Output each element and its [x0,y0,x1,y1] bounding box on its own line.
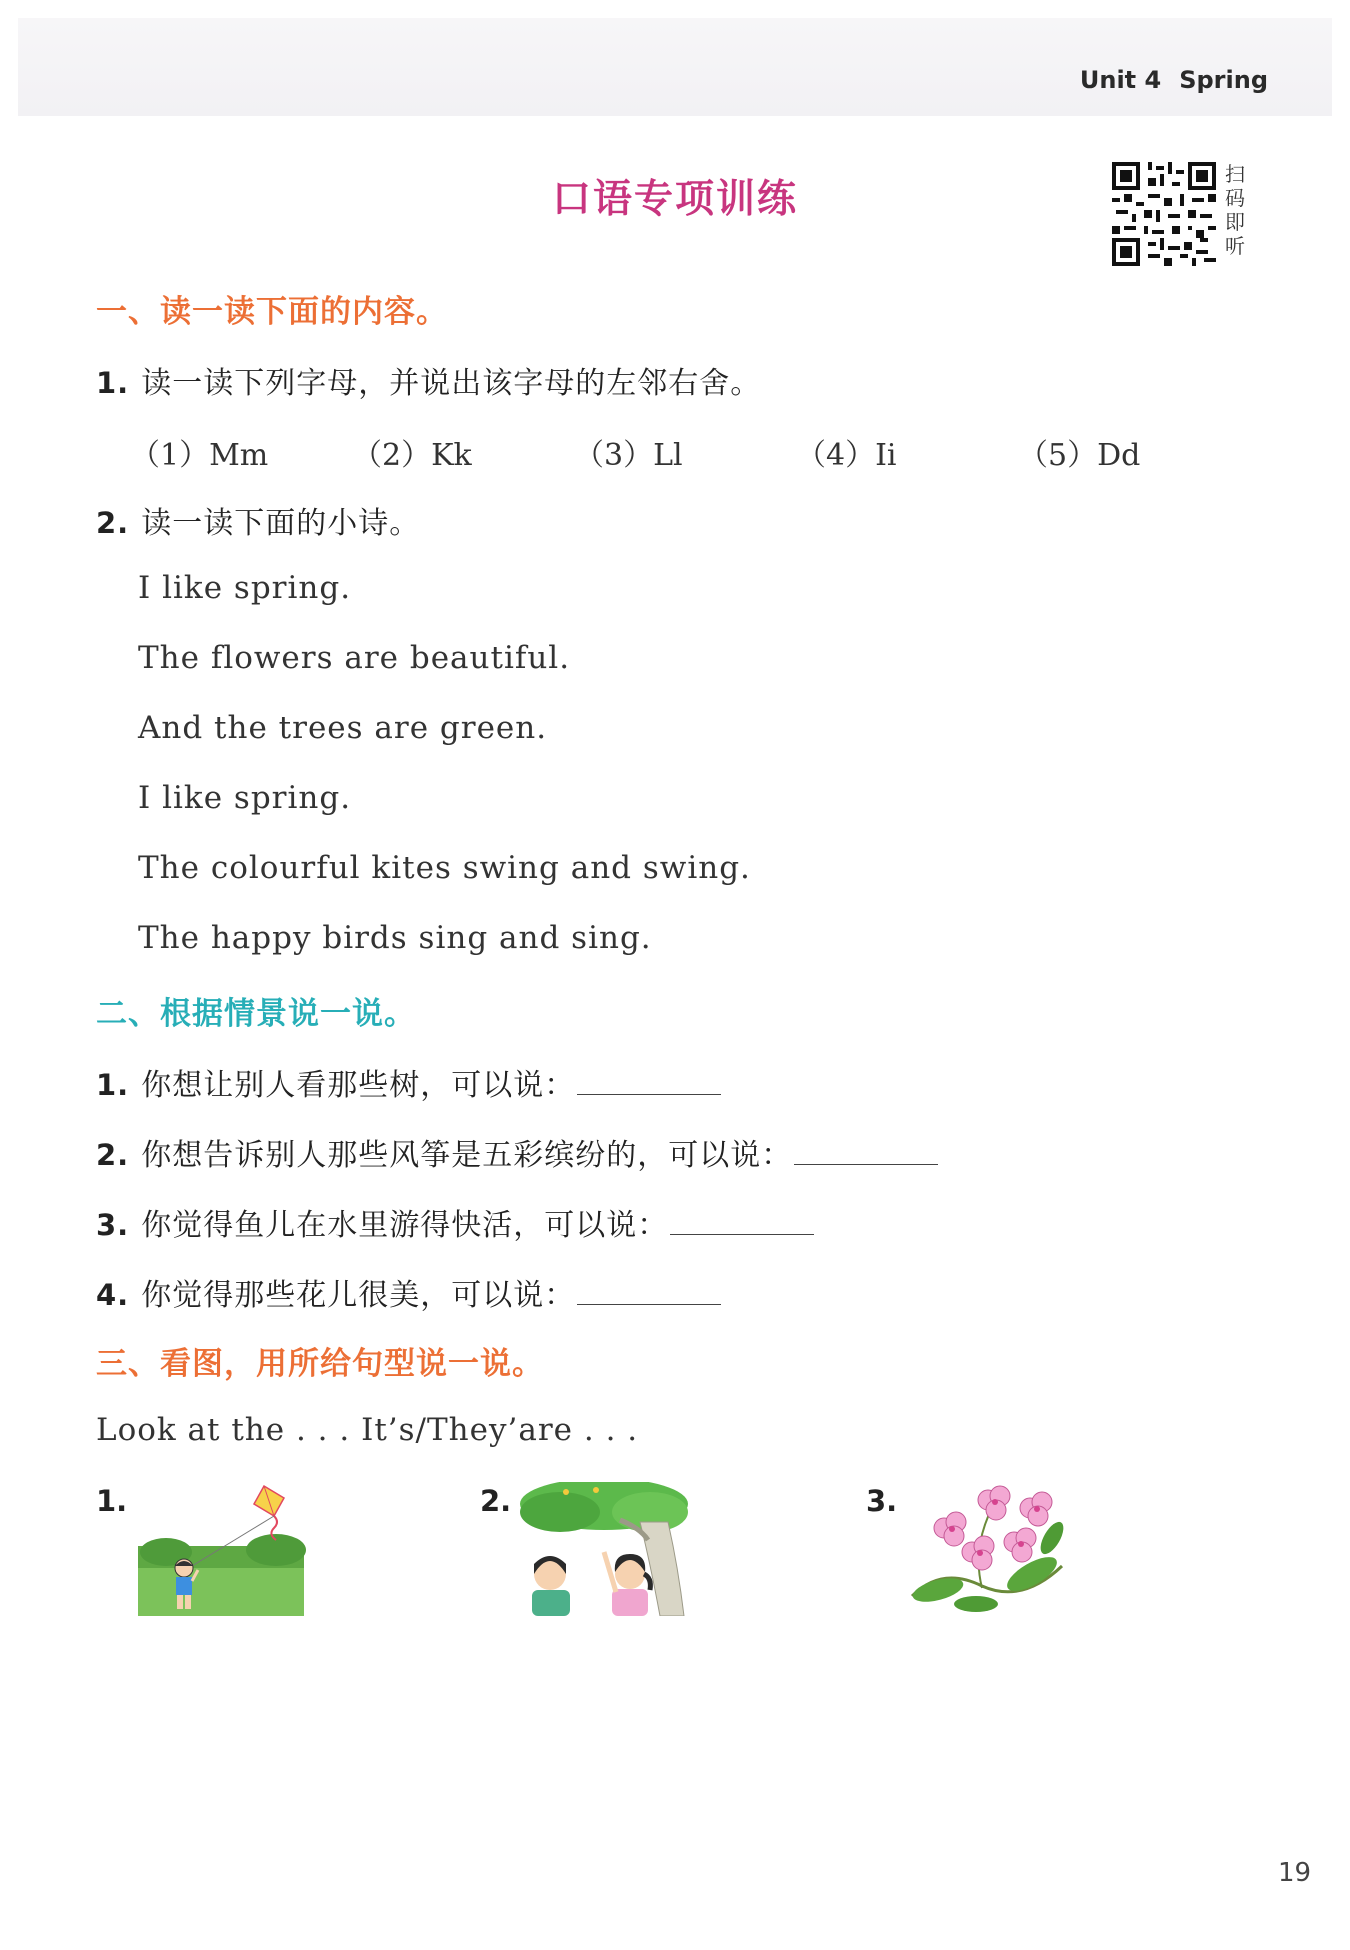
answer-blank[interactable] [577,1093,721,1095]
question-1 [96,358,761,402]
question-text: 读一读下面的小诗。 [141,506,421,541]
item-text: 你觉得鱼儿在水里游得快活，可以说： [141,1208,669,1243]
question-text: 读一读下列字母，并说出该字母的左邻右舍。 [141,366,762,401]
picture-number: 1. [96,1484,128,1518]
answer-blank[interactable] [670,1233,814,1235]
qr-code-icon[interactable] [1112,162,1216,266]
qr-caption-char: 听 [1225,234,1245,258]
poem-line: The colourful kites swing and swing. [138,850,751,886]
page-title: 口语专项训练 [551,177,798,222]
letter-option: （4）Ii [796,438,897,473]
situation-item [96,1060,721,1104]
unit-label: Unit 4 [1079,66,1162,94]
picture-number: 3. [866,1484,898,1518]
poem-line: I like spring. [138,570,352,606]
item-number: 3. [96,1208,130,1242]
girls-under-tree-illustration [520,1482,688,1616]
section1-heading: 一、读一读下面的内容。 [96,294,448,330]
picture-number: 2. [480,1484,512,1518]
qr-caption [1222,162,1248,258]
situation-item [96,1270,721,1314]
poem-line: I like spring. [138,780,352,816]
answer-blank[interactable] [577,1303,721,1305]
poem-line: And the trees are green. [138,710,548,746]
letter-option: （1）Mm [130,438,269,473]
question-number: 1. [96,366,130,400]
pink-blossoms-illustration [902,1478,1072,1618]
sentence-pattern: Look at the . . . It’s/They’are . . . [96,1412,639,1448]
letter-option: （3）Ll [574,438,683,473]
situation-item [96,1130,938,1174]
question-number: 2. [96,506,130,540]
letter-option: （5）Dd [1018,438,1141,473]
qr-caption-char: 码 [1225,186,1245,210]
item-number: 4. [96,1278,130,1312]
topic-label: Spring [1179,66,1268,94]
section2-heading: 二、根据情景说一说。 [96,996,416,1032]
qr-caption-char: 扫 [1225,162,1245,186]
qr-caption-char: 即 [1225,210,1245,234]
answer-blank[interactable] [794,1163,938,1165]
page-header [1080,66,1268,94]
section3-heading: 三、看图，用所给句型说一说。 [96,1346,544,1382]
poem-line: The flowers are beautiful. [138,640,571,676]
item-text: 你想告诉别人那些风筝是五彩缤纷的，可以说： [141,1138,793,1173]
letter-option: （2）Kk [352,438,472,473]
situation-item [96,1200,814,1244]
page-number: 19 [1278,1858,1312,1888]
question-2 [96,498,420,542]
boy-flying-kite-illustration [136,1482,306,1618]
item-number: 2. [96,1138,130,1172]
item-text: 你想让别人看那些树，可以说： [141,1068,576,1103]
item-text: 你觉得那些花儿很美，可以说： [141,1278,576,1313]
poem-line: The happy birds sing and sing. [138,920,652,956]
item-number: 1. [96,1068,130,1102]
